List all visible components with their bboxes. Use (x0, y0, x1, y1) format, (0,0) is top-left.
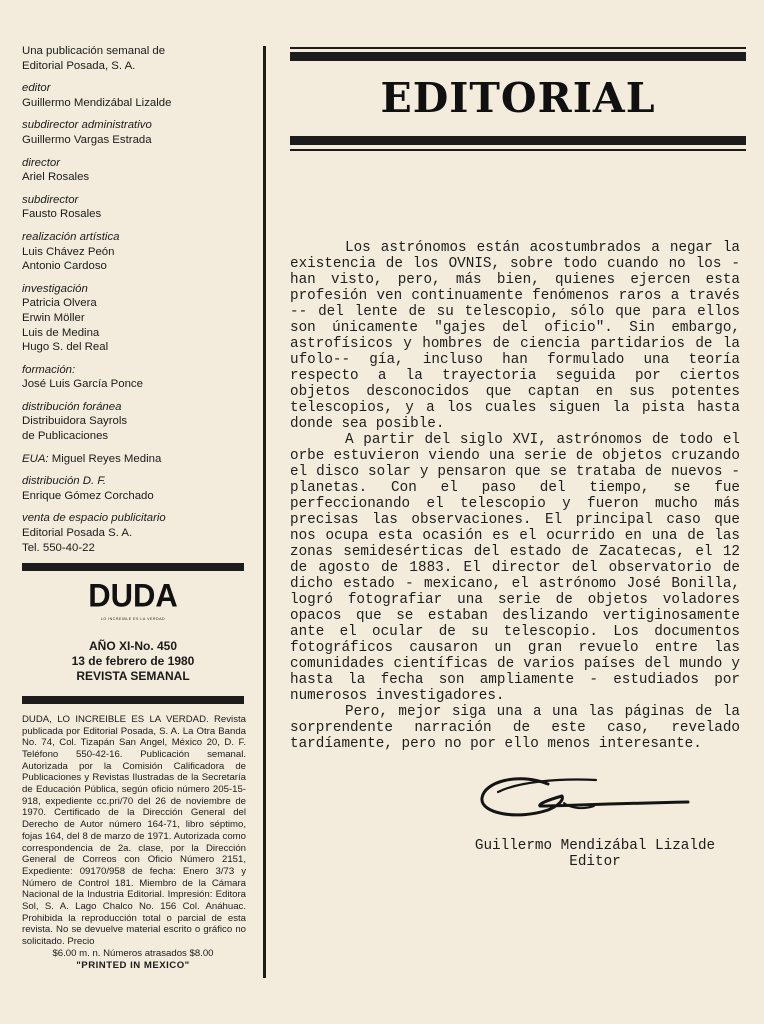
signer (440, 838, 750, 870)
title-rule-top-thin (290, 47, 746, 49)
credit-name: Luis de Medina (22, 326, 100, 339)
credit-subdirector-administrativo (22, 118, 246, 147)
signer-title: Editor (569, 854, 621, 870)
credit-role: director (22, 156, 60, 169)
credit-role: editor (22, 82, 51, 95)
credit-name: Fausto Rosales (22, 208, 102, 221)
issue-date: 13 de febrero de 1980 (71, 653, 195, 668)
credit-name: Distribuidora Sayrols (22, 415, 128, 428)
masthead-divider (22, 563, 244, 571)
masthead-divider (22, 696, 244, 704)
credit-role: distribución foránea (22, 400, 122, 413)
issue-number: AÑO XI-No. 450 (88, 638, 178, 653)
paragraph: A partir del siglo XVI, astrónomos de todo el orbe estuvieron viendo una serie de objetos cruzando el disco solar y pensaron que se trataba de nuevos - planetas. Con el paso del tiempo, se fue perfeccionando el telescopio y fueron mucho más precisas las observaciones. El principal caso que nos ocupa esta ocasión es el ocurrido en una de las zonas semidesérticas del estado de Zacatecas, el 12 de agosto de 1883. El director del observatorio de dicho estado - mexicano, el astrónomo José Bonilla, logró fotografiar una serie de objetos voladores opacos que se estaban deslizando vertiginosamente ante el ocular de su telescopio. Los documentos fotográficos causaron un gran revuelo entre las comunidades científicas de varios países del mundo y hasta la fecha son ampliamente - estudiados por numerosos investigadores. (290, 432, 740, 704)
issue-info (22, 639, 244, 684)
paragraph: Los astrónomos están acostumbrados a negar la existencia de los OVNIS, sobre todo cuando no los - han visto, pero, más bien, quienes ejercen esta profesión ven continuamente fenómenos raros a través -- del lente de su telescopio, sólo que para ellos son únicamente "gajes del oficio". Sin embargo, astrofísicos y hombres de ciencia partidarios de la ufolo-- gía, incluso han formulado una teoría respecto a la trayectoria seguida por ciertos objetos desconocidos que captan en sus potentes telescopios, y a los cuales siguen la pista hasta donde sea posible. (290, 240, 740, 432)
credit-name: Hugo S. del Real (22, 341, 109, 354)
masthead-intro (22, 44, 246, 73)
signature-image (478, 770, 698, 830)
credit-editor (22, 81, 246, 110)
credit-formacion (22, 363, 246, 392)
credit-role: realización artística (22, 230, 120, 243)
credit-role: EUA: (22, 452, 49, 465)
credit-eua (22, 452, 246, 467)
editorial-body (290, 240, 740, 752)
credit-name: Antonio Cardoso (22, 260, 107, 273)
credit-name: Guillermo Vargas Estrada (22, 133, 152, 146)
masthead (22, 44, 246, 972)
credit-role: venta de espacio publicitario (22, 512, 166, 525)
title-rule-bottom (290, 136, 746, 145)
credit-name: Miguel Reyes Medina (51, 452, 162, 465)
credit-name: Patricia Olvera (22, 297, 97, 310)
credit-distribucion-df (22, 474, 246, 503)
intro-line: Editorial Posada, S. A. (22, 59, 136, 72)
credit-director (22, 156, 246, 185)
credit-role: investigación (22, 282, 88, 295)
credit-role: subdirector administrativo (22, 119, 152, 132)
credit-role: subdirector (22, 193, 79, 206)
logo-tagline: LO INCREIBLE ES LA VERDAD (100, 617, 166, 622)
credit-name: Editorial Posada S. A. (22, 527, 133, 540)
signer-name: Guillermo Mendizábal Lizalde (474, 838, 716, 854)
credit-realizacion-artistica (22, 230, 246, 274)
title-rule-top (290, 52, 746, 61)
credit-role: formación: (22, 363, 76, 376)
credit-role: distribución D. F. (22, 475, 106, 488)
credit-name: Tel. 550-40-22 (22, 541, 95, 554)
credit-venta-espacio (22, 511, 246, 555)
title-rule-bottom-thin (290, 149, 746, 151)
column-divider (263, 46, 266, 978)
credit-distribucion-foranea (22, 400, 246, 444)
printed-in-mexico: "PRINTED IN MEXICO" (76, 959, 190, 971)
credit-name: Ariel Rosales (22, 171, 90, 184)
credit-subdirector (22, 193, 246, 222)
price-line: $6.00 m. n. Números atrasados $8.00 (52, 947, 214, 959)
legal-text: DUDA, LO INCREIBLE ES LA VERDAD. Revista publicada por Editorial Posada, S. A. La Otra Banda No. 74, Col. Tizapán San Angel, México 20, D. F. Teléfono 550-42-16. Publicación semanal. Autorizada por la Comisión Calificadora de Publicaciones y Revistas Ilustradas de la Secretaría de Educación Pública, según oficio número 205-15-918, expediente cc.pri/70 del 26 de noviembre de 1970. Certificado de la Dirección General del Derecho de Autor número 164-71, libro séptimo, fojas 164, del 8 de marzo de 1971. Autorizada como correspondencia de 2a. clase, por la Dirección General de Correos con Oficio Número 2151, Expediente: 09170/958 de fecha: Enero 3/73 y Número de Control 181. Miembro de la Cámara Nacional de la Industria Editorial. Impresión: Editora Sol, S. A. Lago Chalco No. 156 Col. Anáhuac. Prohibida la reproducción total o parcial de esta revista. No se devuelve material escrito o gráfico no solicitado. Precio (22, 713, 246, 948)
duda-logo (22, 577, 244, 627)
credit-name: Enrique Gómez Corchado (22, 489, 154, 502)
credit-investigacion (22, 282, 246, 355)
intro-line: Una publicación semanal de (22, 45, 166, 57)
credit-name: Guillermo Mendizábal Lizalde (22, 96, 172, 109)
editorial-title: EDITORIAL (380, 74, 656, 122)
credit-name: de Publicaciones (22, 430, 109, 443)
paragraph: Pero, mejor siga una a una las páginas de la sorprendente narración de este caso, revelado tardíamente, pero no por ello menos interesante. (290, 704, 740, 752)
credit-name: Erwin Möller (22, 311, 85, 324)
credit-name: José Luis García Ponce (22, 378, 143, 391)
credit-name: Luis Chávez Peón (22, 245, 115, 258)
issue-frequency: REVISTA SEMANAL (76, 668, 190, 683)
logo-text: DUDA (88, 577, 178, 615)
